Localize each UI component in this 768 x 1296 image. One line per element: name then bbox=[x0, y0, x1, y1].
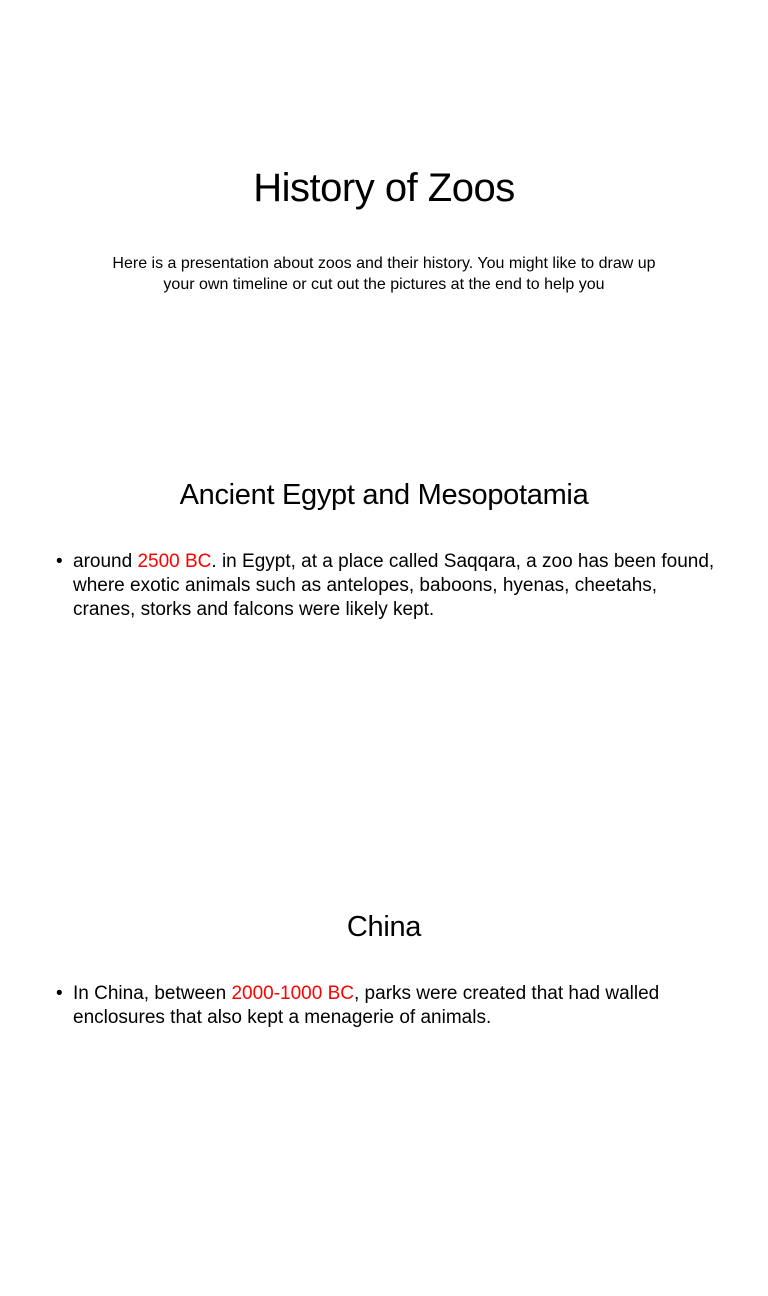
bullet-point bbox=[56, 982, 723, 1030]
highlighted-date: 2000-1000 BC bbox=[231, 983, 354, 1004]
bullet-marker: • bbox=[56, 983, 63, 1004]
presentation-subtitle: Here is a presentation about zoos and their history. You might like to draw up your own timeline or cut out the pictures at the end to help you bbox=[112, 255, 656, 293]
bullet-text-end: , parks were created that had walled enclosures that also kept a menagerie of animals. bbox=[73, 983, 660, 1028]
bullet-point bbox=[56, 550, 723, 622]
slide-heading: China bbox=[346, 911, 422, 943]
china-slide bbox=[0, 864, 768, 1296]
title-slide bbox=[0, 0, 768, 432]
bullet-marker: • bbox=[56, 551, 63, 572]
presentation-title: History of Zoos bbox=[253, 166, 515, 210]
bullet-text-end: . in Egypt, at a place called Saqqara, a zoo has been found, where exotic animals such as antelopes, baboons, hyenas, cheetahs, cranes, storks and falcons were likely kept. bbox=[73, 551, 715, 620]
bullet-text-start: around bbox=[73, 551, 138, 572]
highlighted-date: 2500 BC bbox=[137, 551, 212, 572]
bullet-text-start: In China, between bbox=[73, 983, 232, 1004]
slide-heading: Ancient Egypt and Mesopotamia bbox=[179, 479, 589, 511]
egypt-slide bbox=[0, 432, 768, 864]
